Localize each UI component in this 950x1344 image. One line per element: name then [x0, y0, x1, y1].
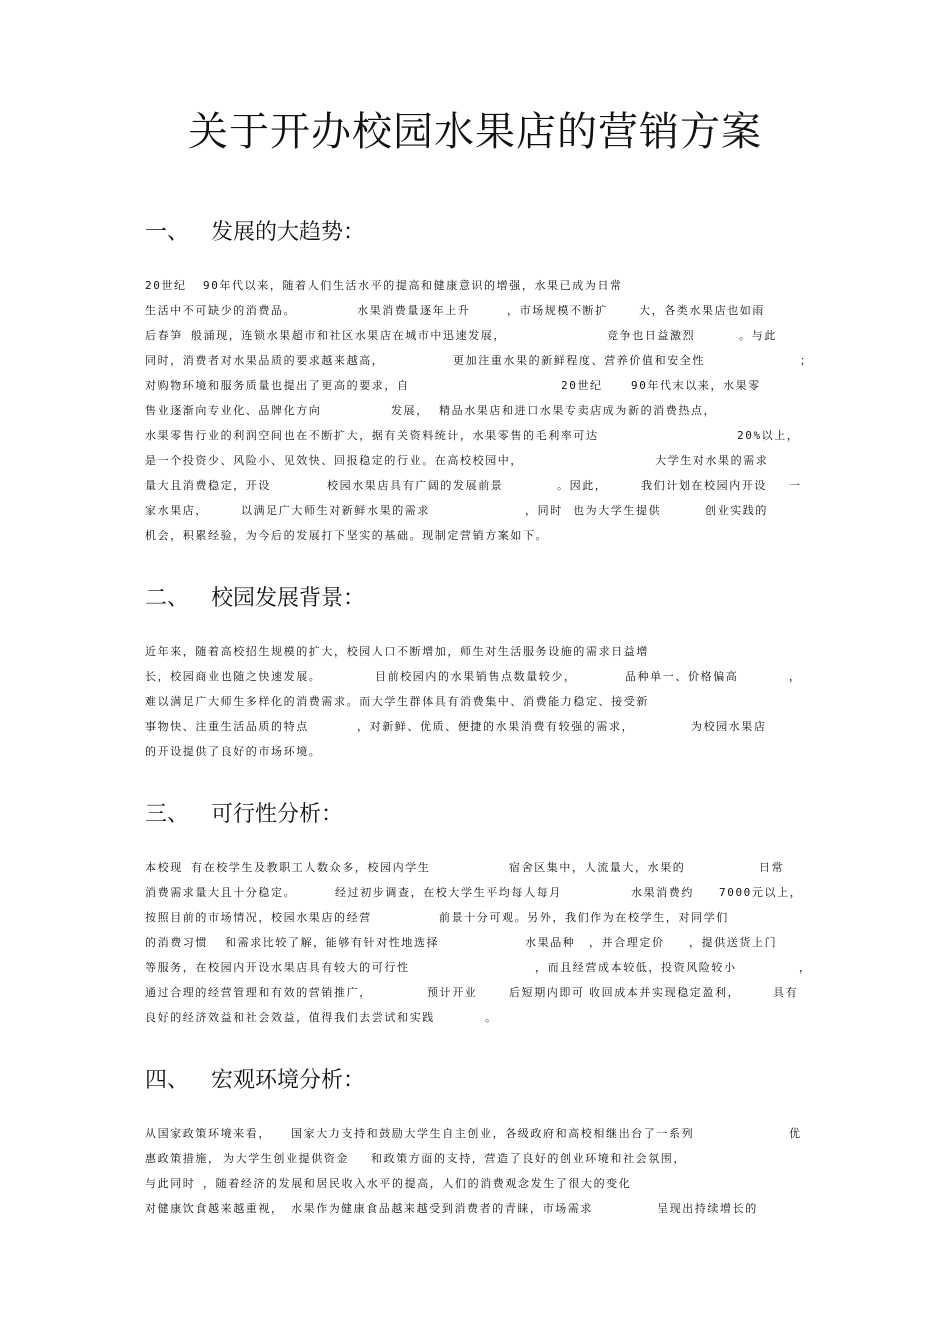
text-run: 水果消费约 [631, 886, 694, 899]
section-1 [145, 218, 813, 549]
text-run: 有在校学生及教职工人数众多，校园内学生 [191, 861, 431, 874]
paragraph-line [145, 349, 813, 374]
text-run: 难以满足广大师生多样化的消费需求。而大学生群体具有消费集中、消费能力稳定、接受新 [145, 695, 649, 708]
text-run: 售业逐渐向专业化、品牌化方向 [145, 404, 322, 417]
text-run: 通过合理的经营管理和有效的营销推广， [145, 986, 372, 999]
text-run: 的开设提供了良好的市场环境。 [145, 745, 322, 758]
text-run: 校园水果店具有广阔的发展前景 [327, 479, 504, 492]
text-run: ，并合理定价 [589, 936, 665, 949]
text-run: ， [799, 961, 812, 974]
paragraph-line [145, 740, 805, 765]
text-run: 我们计划在校园内开设 [641, 479, 767, 492]
section-heading-text: 可行性分析： [211, 802, 344, 827]
text-run: 大学生对水果的需求 [655, 454, 769, 467]
paragraph-line [145, 524, 805, 549]
text-run: 和政策方面的支持，营造了良好的创业环境和社会氛围， [371, 1152, 686, 1165]
text-run: 精品水果店和进口水果专卖店成为新的消费热点， [439, 404, 717, 417]
text-run: ； [800, 354, 813, 367]
text-run: 收回成本并实现稳定盈利， [589, 986, 741, 999]
text-run: ，市场规模不断扩 [507, 304, 608, 317]
text-run: 竞争也日益激烈 [607, 329, 696, 342]
text-run: 后短期内即可 [509, 986, 585, 999]
section-2 [145, 584, 805, 765]
text-run: 水果品种 [525, 936, 576, 949]
paragraph-line [145, 665, 805, 690]
text-run: 。与此 [739, 329, 777, 342]
text-run: 前景十分可观。另外，我们作为在校学生，对同学们 [439, 911, 729, 924]
text-run: ，同时 [525, 504, 563, 517]
paragraph-line [145, 931, 805, 956]
text-run: 更加注重水果的新鲜程度、营养价值和安全性 [453, 354, 705, 367]
text-run: 日常 [759, 861, 785, 874]
text-run: 经过初步调查，在校大学生平均每人每月 [335, 886, 562, 899]
text-run: 宿舍区集中，人流量大，水果的 [509, 861, 686, 874]
text-run: 国家大力支持和鼓励大学生自主创业，各级政府和高校相继出台了一系列 [291, 1127, 695, 1140]
text-run: 良好的经济效益和社会效益，值得我们去尝试和实践 [145, 1011, 435, 1024]
text-run: 等服务，在校园内开设水果店具有较大的可行性 [145, 961, 410, 974]
text-run: 20%以上， [737, 429, 800, 442]
section-heading [145, 218, 805, 248]
section-heading-text: 发展的大趋势： [211, 220, 366, 245]
text-run: 事物快、注重生活品质的特点 [145, 720, 309, 733]
text-run: 与此同时 [145, 1177, 196, 1190]
text-run: 和需求比较了解，能够有针对性地选择 [225, 936, 440, 949]
paragraph-line [145, 499, 805, 524]
text-run: 为大学生创业提供资金 [223, 1152, 349, 1165]
text-run: 。 [485, 1011, 498, 1024]
text-run: 是一个投资少、风险小、见效快、回报稳定的行业。在高校校园中， [145, 454, 523, 467]
paragraph-line [145, 640, 805, 665]
text-run: 也为大学生提供 [573, 504, 662, 517]
paragraph-line [145, 374, 805, 399]
text-run: 本校现 [145, 861, 183, 874]
paragraph-line [145, 324, 805, 349]
section-heading-text: 宏观环境分析： [211, 1068, 366, 1093]
text-run: 7000元以上， [719, 886, 803, 899]
text-run: ，而且经营成本较低，投资风险较小 [535, 961, 737, 974]
text-run: ，随着经济的发展和居民收入水平的提高，人们的消费观念发生了很大的变化 [203, 1177, 632, 1190]
paragraph-line [145, 690, 805, 715]
text-run: 健康食品越来越受到消费者的青睐，市场需求 [341, 1202, 593, 1215]
text-run: 对购物环境和服务质量也提出了更高的要求，自 [145, 379, 410, 392]
document-title: 关于开办校园水果店的营销方案 [188, 109, 762, 155]
text-run: 。因此， [557, 479, 608, 492]
paragraph-line [145, 474, 805, 499]
paragraph-line [145, 1172, 805, 1197]
text-run: 量大且消费稳定，开设 [145, 479, 271, 492]
paragraph-line [145, 399, 805, 424]
text-run: 水果作为 [291, 1202, 342, 1215]
section-4 [145, 1066, 805, 1222]
text-run: 的消费习惯 [145, 936, 208, 949]
text-run: 以满足广大师生对新鲜水果的需求 [241, 504, 430, 517]
section-number: 二、 [145, 586, 190, 611]
section-heading [145, 584, 805, 614]
text-run: 长，校园商业也随之快速发展。 [145, 670, 322, 683]
paragraph-line [145, 1006, 805, 1031]
text-run: 生活中不可缺少的消费品。 [145, 304, 297, 317]
section-number: 一、 [145, 220, 190, 245]
section-heading [145, 800, 805, 830]
text-run: 创业实践的 [705, 504, 768, 517]
text-run: 一 [789, 479, 802, 492]
paragraph-line [145, 274, 805, 299]
paragraph-line [145, 1197, 805, 1222]
text-run: 优 [789, 1127, 802, 1140]
text-run: 呈现出持续增长的 [657, 1202, 758, 1215]
text-run: 近年来，随着高校招生规模的扩大，校园人口不断增加，师生对生活服务设施的需求日益增 [145, 645, 649, 658]
text-run: 惠政策措施， [145, 1152, 221, 1165]
text-run: 同时，消费者对水果品质的要求越来越高， [145, 354, 385, 367]
text-run: 水果零售行业的利润空间也在不断扩大，据有关资料统计，水果零售的毛利率可达 [145, 429, 599, 442]
text-run: 发展， [391, 404, 429, 417]
paragraph-line [145, 1122, 805, 1147]
text-run: 品种单一、价格偏高 [625, 670, 739, 683]
text-run: 具有 [773, 986, 799, 999]
paragraph-line [145, 906, 805, 931]
text-run: 按照目前的市场情况，校园水果店的经营 [145, 911, 372, 924]
text-run: 为校园水果店 [691, 720, 767, 733]
text-run: 机会，积累经验，为今后的发展打下坚实的基础。现制定营销方案如下。 [145, 529, 549, 542]
text-run: 从国家政策环境来看， [145, 1127, 271, 1140]
section-heading [145, 1066, 805, 1096]
text-run: 家水果店， [145, 504, 208, 517]
paragraph-line [145, 715, 805, 740]
text-run: 大，各类水果店也如雨 [639, 304, 765, 317]
text-run: ， [789, 670, 802, 683]
text-run: 20世纪 [145, 279, 187, 292]
paragraph-line [145, 1147, 805, 1172]
text-run: 20世纪 [561, 379, 603, 392]
paragraph-line [145, 424, 805, 449]
text-run: 消费需求量大且十分稳定。 [145, 886, 297, 899]
section-heading-text: 校园发展背景： [211, 586, 366, 611]
text-run: 预计开业 [427, 986, 478, 999]
section-3 [145, 800, 812, 1031]
paragraph-line [145, 881, 805, 906]
text-run: 90年代以来，随着人们生活水平的提高和健康意识的增强，水果已成为日常 [203, 279, 623, 292]
paragraph-line [145, 299, 805, 324]
paragraph-line [145, 981, 805, 1006]
text-run: 般涌现，连锁水果超市和社区水果店在城市中迅速发展， [191, 329, 506, 342]
section-number: 四、 [145, 1068, 190, 1093]
text-run: 对健康饮食越来越重视， [145, 1202, 284, 1215]
paragraph-line [145, 449, 805, 474]
text-run: 90年代末以来，水果零 [631, 379, 761, 392]
section-number: 三、 [145, 802, 190, 827]
text-run: ，提供送货上门 [689, 936, 778, 949]
paragraph-line [145, 956, 812, 981]
text-run: 后春笋 [145, 329, 183, 342]
text-run: 水果消费量逐年上升 [357, 304, 471, 317]
paragraph-line [145, 856, 805, 881]
text-run: 目前校园内的水果销售点数量较少， [375, 670, 577, 683]
text-run: ，对新鲜、优质、便捷的水果消费有较强的需求， [357, 720, 635, 733]
